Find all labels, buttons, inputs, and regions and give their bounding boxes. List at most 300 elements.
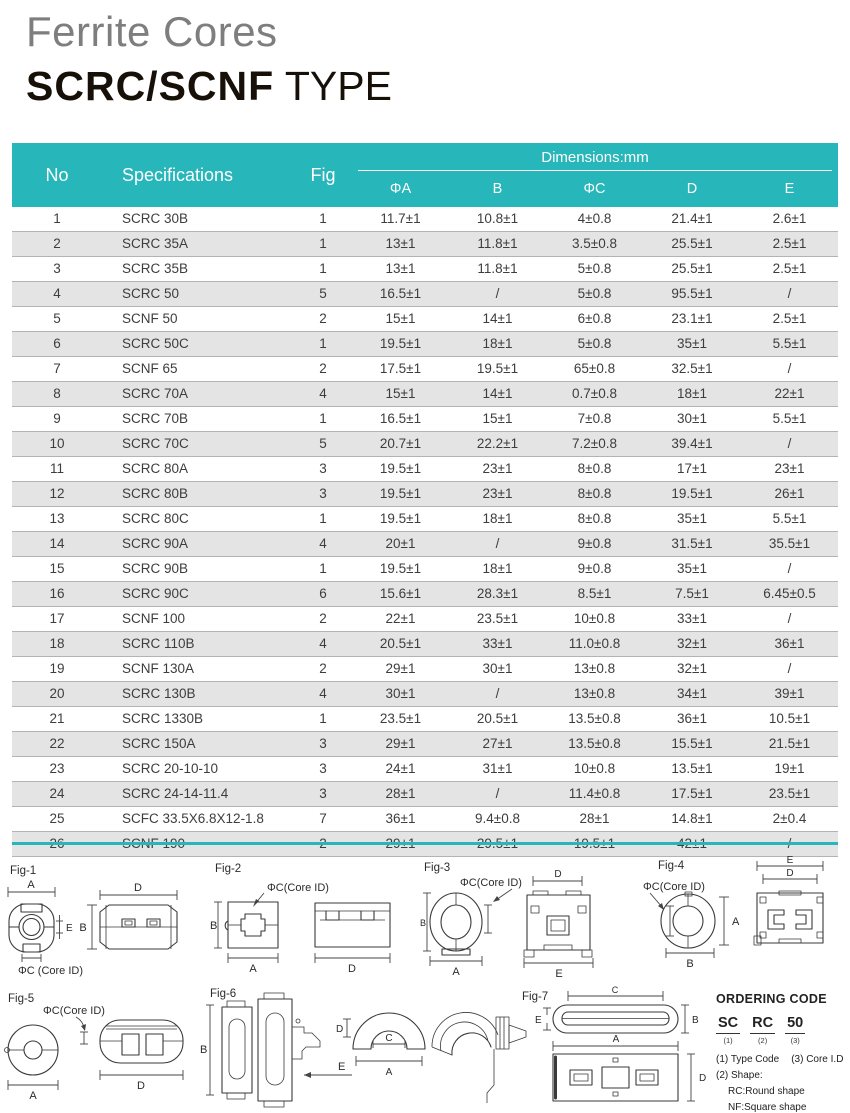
ordering-code-block: [716, 992, 850, 1113]
cell-fig: 1: [319, 511, 327, 526]
cell-specification: SCRC 90C: [122, 586, 189, 601]
fig1-label-e: E: [66, 923, 73, 934]
cell-dimension: 6.45±0.5: [763, 586, 816, 601]
cell-dimension: 35±1: [677, 336, 707, 351]
cell-fig: 1: [319, 711, 327, 726]
fig2-label-a: A: [249, 963, 257, 975]
table-row: [12, 357, 838, 382]
cell-dimension: 19±1: [774, 761, 805, 776]
cell-dimension: 8±0.8: [577, 461, 612, 476]
figure-1-drawing: [0, 858, 200, 986]
table-row: [12, 282, 838, 307]
cell-fig: 2: [319, 311, 327, 326]
ordering-part-1-num: (1): [723, 1036, 733, 1045]
cell-dimension: /: [495, 536, 500, 551]
cell-dimension: 15±1: [385, 386, 416, 401]
cell-dimension: 13±0.8: [573, 686, 616, 701]
cell-dimension: 25.5±1: [671, 236, 713, 251]
cell-dimension: 26±1: [774, 486, 805, 501]
cell-dimension: 8±0.8: [577, 486, 612, 501]
cell-dimension: 10±0.8: [573, 611, 616, 626]
cell-dimension: 32.5±1: [671, 361, 713, 376]
table-row: [12, 807, 838, 832]
fig5-label-core-id: ΦC(Core ID): [43, 1005, 105, 1017]
cell-fig: 4: [319, 686, 327, 701]
table-row: [12, 257, 838, 282]
figure-5-drawing: [0, 988, 208, 1113]
cell-dimension: /: [787, 286, 792, 301]
cell-dimension: 18±1: [482, 336, 513, 351]
cell-dimension: 36±1: [677, 711, 707, 726]
fig1-label-d: D: [134, 882, 142, 894]
table-row: [12, 732, 838, 757]
fig5-title: Fig-5: [8, 993, 35, 1005]
cell-dimension: 2.6±1: [772, 211, 807, 226]
cell-dimension: 20.5±1: [476, 711, 519, 726]
cell-dimension: 30±1: [677, 411, 707, 426]
cell-dimension: 6±0.8: [577, 311, 612, 326]
col-header-no: No: [12, 143, 102, 207]
cell-dimension: 24±1: [385, 761, 416, 776]
cell-dimension: 13±1: [385, 236, 416, 251]
cell-specification: SCRC 90A: [122, 536, 189, 551]
cell-dimension: 19.5±1: [379, 561, 422, 576]
cell-no: 22: [49, 736, 65, 751]
cell-dimension: 19.5±1: [671, 486, 713, 501]
cell-specification: SCRC 150A: [122, 736, 196, 751]
cell-no: 11: [49, 461, 64, 476]
cell-dimension: 5.5±1: [772, 336, 807, 351]
ordering-part-1-code: SC: [716, 1015, 740, 1034]
table-row: [12, 232, 838, 257]
ordering-part-1: [716, 1015, 740, 1045]
fig2-title: Fig-2: [215, 863, 242, 875]
cell-dimension: 20±1: [385, 536, 416, 551]
cell-fig: 3: [319, 786, 327, 801]
col-header-e: E: [741, 179, 838, 207]
cell-no: 19: [49, 661, 65, 676]
fig7-label-e: E: [535, 1015, 542, 1026]
cell-dimension: 11.8±1: [477, 236, 518, 251]
cell-dimension: 17.5±1: [671, 786, 713, 801]
cell-dimension: 3.5±0.8: [572, 236, 617, 251]
table-row: [12, 382, 838, 407]
cell-no: 4: [53, 286, 61, 301]
table-row: [12, 207, 838, 232]
cell-fig: 3: [319, 736, 327, 751]
table-header: [12, 143, 838, 207]
table-row: [12, 632, 838, 657]
table-row: [12, 757, 838, 782]
table-row: [12, 557, 838, 582]
table-row: [12, 607, 838, 632]
cell-specification: SCRC 80A: [122, 461, 189, 476]
ordering-part-3-code: 50: [785, 1015, 805, 1034]
cell-dimension: 13±1: [385, 261, 416, 276]
cell-dimension: 7±0.8: [577, 411, 612, 426]
cell-dimension: 33±1: [482, 636, 513, 651]
fig1-label-core-id: ΦC (Core ID): [18, 965, 84, 977]
cell-dimension: 5±0.8: [577, 336, 612, 351]
ordering-note-shape: (2) Shape:: [716, 1070, 763, 1081]
cell-specification: SCRC 80B: [122, 486, 189, 501]
cell-no: 2: [53, 236, 61, 251]
table-row: [12, 507, 838, 532]
fig4-label-d: D: [786, 868, 794, 879]
cell-dimension: 22.2±1: [476, 436, 519, 451]
cell-dimension: 7.5±1: [675, 586, 709, 601]
ordering-note-rc: RC:Round shape: [728, 1086, 805, 1097]
cell-dimension: 35.5±1: [768, 536, 811, 551]
cell-dimension: 7.2±0.8: [572, 436, 617, 451]
cell-dimension: 11.4±0.8: [568, 786, 621, 801]
cell-no: 3: [53, 261, 61, 276]
fig3-label-e: E: [555, 968, 563, 980]
cell-fig: 1: [319, 411, 327, 426]
cell-dimension: 10.8±1: [476, 211, 519, 226]
cell-fig: 4: [319, 636, 327, 651]
cell-dimension: 17±1: [677, 461, 707, 476]
cell-specification: SCRC 24-14-11.4: [122, 786, 229, 801]
cell-dimension: 21.4±1: [671, 211, 713, 226]
cell-no: 13: [49, 511, 65, 526]
cell-dimension: 2±0.4: [772, 811, 807, 826]
cell-specification: SCRC 35B: [122, 261, 189, 276]
cell-no: 5: [53, 311, 61, 326]
table-row: [12, 532, 838, 557]
cell-dimension: 32±1: [677, 636, 707, 651]
cell-dimension: 9±0.8: [577, 561, 612, 576]
cell-dimension: 22±1: [385, 611, 416, 626]
cell-dimension: 20.5±1: [379, 636, 422, 651]
cell-dimension: 5±0.8: [577, 286, 612, 301]
fig3-label-b: B: [420, 918, 427, 928]
cell-dimension: 23.5±1: [768, 786, 811, 801]
cell-dimension: 23.5±1: [476, 611, 519, 626]
cell-dimension: 15±1: [482, 411, 513, 426]
cell-dimension: 9.4±0.8: [475, 811, 520, 826]
cell-no: 20: [49, 686, 65, 701]
col-header-specifications: Specifications: [102, 143, 294, 207]
cell-dimension: 30±1: [385, 686, 416, 701]
figure-2-drawing: [210, 855, 430, 985]
fig6-title: Fig-6: [210, 988, 237, 1000]
table-row: [12, 332, 838, 357]
cell-dimension: 21.5±1: [768, 736, 811, 751]
cell-dimension: 0.7±0.8: [572, 386, 617, 401]
cell-dimension: 2.5±1: [772, 311, 807, 326]
cell-specification: SCRC 70B: [122, 411, 189, 426]
cell-dimension: 13±0.8: [573, 661, 616, 676]
cell-dimension: 15.6±1: [379, 586, 422, 601]
cell-dimension: 9±0.8: [577, 536, 612, 551]
cell-no: 8: [53, 386, 61, 401]
table-row: [12, 707, 838, 732]
page-title: Ferrite Cores: [26, 8, 278, 55]
cell-dimension: 28±1: [579, 811, 610, 826]
ordering-part-2: [750, 1015, 775, 1045]
cell-fig: 6: [319, 586, 327, 601]
ordering-code-parts: [716, 1015, 850, 1045]
fig6-label-c: C: [385, 1033, 393, 1044]
fig7-label-d: D: [699, 1073, 707, 1084]
cell-dimension: 10±0.8: [573, 761, 616, 776]
cell-dimension: 10.5±1: [768, 711, 811, 726]
cell-fig: 3: [319, 461, 327, 476]
cell-specification: SCRC 110B: [122, 636, 195, 651]
fig1-label-b: B: [79, 922, 87, 934]
col-header-b: B: [449, 179, 546, 207]
cell-dimension: 25.5±1: [671, 261, 713, 276]
cell-dimension: 11.8±1: [477, 261, 518, 276]
cell-no: 10: [49, 436, 65, 451]
cell-dimension: 13.5±0.8: [568, 736, 621, 751]
table-row: [12, 457, 838, 482]
figure-3-drawing: [420, 855, 640, 985]
cell-no: 24: [49, 786, 65, 801]
ordering-note-row: [716, 1054, 850, 1065]
cell-dimension: /: [787, 436, 792, 451]
figure-7-drawing: [515, 985, 715, 1113]
cell-fig: 1: [319, 561, 327, 576]
cell-dimension: 29±1: [385, 736, 416, 751]
cell-no: 7: [53, 361, 61, 376]
cell-fig: 2: [319, 611, 327, 626]
cell-specification: SCNF 50: [122, 311, 178, 326]
ordering-part-3: [785, 1015, 805, 1045]
fig7-label-c: C: [611, 985, 619, 995]
table-row: [12, 432, 838, 457]
cell-dimension: 19.5±1: [476, 361, 519, 376]
cell-specification: SCRC 50C: [122, 336, 189, 351]
ordering-part-2-num: (2): [758, 1036, 768, 1045]
ordering-part-2-code: RC: [750, 1015, 775, 1034]
cell-specification: SCRC 130B: [122, 686, 196, 701]
cell-dimension: 23±1: [774, 461, 805, 476]
cell-no: 14: [49, 536, 65, 551]
cell-dimension: 23.1±1: [671, 311, 713, 326]
cell-dimension: 39±1: [774, 686, 805, 701]
table-row: [12, 482, 838, 507]
cell-specification: SCRC 90B: [122, 561, 189, 576]
cell-dimension: 11.7±1: [380, 211, 421, 226]
cell-dimension: 18±1: [677, 386, 707, 401]
cell-no: 25: [49, 811, 65, 826]
cell-dimension: 11.0±0.8: [568, 636, 621, 651]
cell-no: 1: [53, 211, 61, 226]
cell-dimension: 23.5±1: [379, 711, 422, 726]
cell-dimension: 18±1: [482, 561, 513, 576]
fig1-title: Fig-1: [10, 865, 37, 877]
fig6-label-a: A: [385, 1067, 393, 1078]
cell-no: 17: [49, 611, 65, 626]
cell-dimension: 19.5±1: [379, 336, 422, 351]
cell-no: 21: [49, 711, 65, 726]
table-row: [12, 657, 838, 682]
cell-specification: SCRC 1330B: [122, 711, 204, 726]
cell-dimension: 19.5±1: [379, 461, 422, 476]
cell-dimension: 30±1: [482, 661, 513, 676]
cell-no: 18: [49, 636, 65, 651]
cell-specification: SCFC 33.5X6.8X12-1.8: [122, 811, 264, 826]
cell-dimension: 2.5±1: [772, 236, 807, 251]
fig7-title: Fig-7: [522, 991, 549, 1003]
fig3-label-a: A: [452, 966, 460, 978]
ordering-part-3-num: (3): [790, 1036, 800, 1045]
fig4-label-a: A: [732, 916, 740, 928]
col-header-dimensions: [352, 143, 838, 179]
cell-dimension: /: [787, 611, 792, 626]
cell-fig: 5: [319, 436, 327, 451]
cell-dimension: 35±1: [677, 511, 707, 526]
table-row: [12, 407, 838, 432]
fig2-label-core-id: ΦC(Core ID): [267, 882, 329, 894]
cell-dimension: 36±1: [385, 811, 416, 826]
table-bottom-rule: [12, 842, 838, 845]
cell-fig: 1: [319, 336, 327, 351]
cell-dimension: 8±0.8: [577, 511, 612, 526]
cell-no: 16: [49, 586, 65, 601]
dimensions-label: Dimensions:mm: [358, 149, 832, 171]
cell-dimension: /: [787, 661, 792, 676]
cell-specification: SCNF 130A: [122, 661, 195, 676]
cell-specification: SCNF 100: [122, 611, 186, 626]
fig6-label-e: E: [338, 1061, 346, 1073]
cell-dimension: /: [495, 286, 500, 301]
cell-dimension: 4±0.8: [577, 211, 612, 226]
fig3-label-core-id: ΦC(Core ID): [460, 877, 522, 889]
cell-dimension: 5±0.8: [577, 261, 612, 276]
cell-dimension: /: [787, 361, 792, 376]
figure-4-drawing: [640, 852, 850, 985]
cell-specification: SCNF 65: [122, 361, 178, 376]
cell-fig: 4: [319, 536, 327, 551]
cell-dimension: 20.7±1: [379, 436, 422, 451]
fig2-label-d: D: [348, 963, 356, 975]
spec-table-body: [12, 207, 838, 857]
fig6-label-b: B: [200, 1044, 208, 1056]
cell-fig: 5: [319, 286, 327, 301]
cell-dimension: 14.8±1: [671, 811, 713, 826]
cell-dimension: 17.5±1: [379, 361, 422, 376]
cell-dimension: 65±0.8: [573, 361, 616, 376]
cell-dimension: 28.3±1: [476, 586, 519, 601]
cell-specification: SCRC 80C: [122, 511, 189, 526]
fig7-label-a: A: [612, 1034, 620, 1045]
cell-specification: SCRC 35A: [122, 236, 189, 251]
table-row: [12, 782, 838, 807]
fig4-title: Fig-4: [658, 860, 685, 872]
cell-fig: 7: [319, 811, 327, 826]
cell-dimension: 23±1: [482, 461, 513, 476]
cell-dimension: 14±1: [482, 311, 513, 326]
cell-fig: 4: [319, 386, 327, 401]
cell-dimension: 15±1: [385, 311, 416, 326]
cell-dimension: 34±1: [677, 686, 707, 701]
cell-dimension: 15.5±1: [671, 736, 713, 751]
cell-specification: SCRC 70A: [122, 386, 189, 401]
cell-dimension: 36±1: [774, 636, 805, 651]
cell-fig: 1: [319, 261, 327, 276]
col-header-d: D: [643, 179, 741, 207]
table-row: [12, 682, 838, 707]
cell-dimension: 19.5±1: [379, 511, 422, 526]
cell-dimension: 31±1: [482, 761, 513, 776]
cell-dimension: 19.5±1: [379, 486, 422, 501]
cell-no: 23: [49, 761, 65, 776]
table-row: [12, 582, 838, 607]
fig4-label-b: B: [686, 958, 694, 970]
cell-dimension: 23±1: [482, 486, 513, 501]
cell-no: 12: [49, 486, 65, 501]
fig1-label-a: A: [27, 879, 35, 891]
ordering-note-core-id: (3) Core I.D: [791, 1054, 844, 1065]
cell-specification: SCRC 50: [122, 286, 180, 301]
col-header-fig: Fig: [294, 143, 352, 207]
cell-fig: 1: [319, 236, 327, 251]
cell-dimension: 5.5±1: [772, 511, 807, 526]
cell-specification: SCRC 70C: [122, 436, 189, 451]
cell-dimension: 29±1: [385, 661, 416, 676]
cell-dimension: 95.5±1: [671, 286, 713, 301]
fig3-label-d: D: [554, 869, 562, 880]
cell-dimension: 22±1: [774, 386, 805, 401]
cell-dimension: 16.5±1: [379, 286, 422, 301]
cell-fig: 3: [319, 761, 327, 776]
cell-dimension: 35±1: [677, 561, 707, 576]
cell-dimension: 28±1: [385, 786, 416, 801]
cell-fig: 2: [319, 661, 327, 676]
fig4-label-core-id: ΦC(Core ID): [643, 881, 705, 893]
cell-fig: 2: [319, 361, 327, 376]
cell-dimension: 8.5±1: [577, 586, 612, 601]
fig5-label-a: A: [29, 1090, 37, 1102]
cell-specification: SCRC 20-10-10: [122, 761, 219, 776]
cell-dimension: 13.5±0.8: [568, 711, 621, 726]
fig4-label-e: E: [786, 855, 794, 866]
fig3-title: Fig-3: [424, 862, 451, 874]
cell-dimension: /: [495, 686, 500, 701]
fig6-label-d: D: [336, 1024, 344, 1035]
ordering-code-title: ORDERING CODE: [716, 992, 827, 1006]
cell-dimension: /: [495, 786, 500, 801]
subtitle-type: TYPE: [274, 63, 392, 109]
cell-no: 15: [49, 561, 65, 576]
cell-dimension: 27±1: [482, 736, 513, 751]
cell-dimension: 31.5±1: [671, 536, 713, 551]
cell-dimension: 14±1: [482, 386, 513, 401]
cell-specification: SCRC 30B: [122, 211, 189, 226]
cell-dimension: 32±1: [677, 661, 707, 676]
fig7-label-b: B: [692, 1015, 699, 1026]
cell-dimension: 39.4±1: [671, 436, 713, 451]
ordering-note-type-code: (1) Type Code: [716, 1054, 780, 1065]
table-row: [12, 307, 838, 332]
cell-dimension: 5.5±1: [772, 411, 807, 426]
cell-no: 9: [53, 411, 61, 426]
fig5-label-d: D: [137, 1080, 145, 1092]
subtitle-series: SCRC/SCNF: [26, 63, 275, 109]
cell-dimension: 18±1: [482, 511, 513, 526]
cell-fig: 3: [319, 486, 327, 501]
ordering-note-nf: NF:Square shape: [728, 1102, 807, 1113]
cell-dimension: /: [787, 561, 792, 576]
cell-dimension: 33±1: [677, 611, 707, 626]
page-subtitle: [26, 63, 392, 110]
cell-dimension: 2.5±1: [772, 261, 807, 276]
col-header-phi-c: ΦC: [546, 179, 643, 207]
cell-dimension: 13.5±1: [671, 761, 713, 776]
